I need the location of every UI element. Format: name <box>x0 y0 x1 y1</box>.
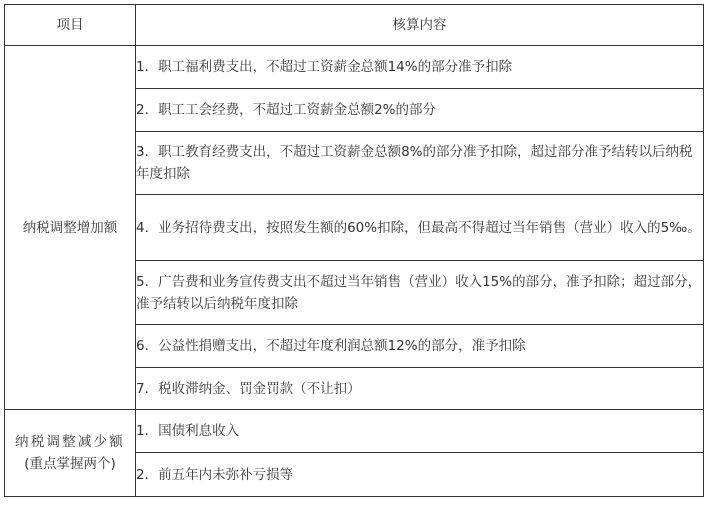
content-cell: 4．业务招待费支出，按照发生额的60%扣除，但最高不得超过当年销售（营业）收入的5‰。 <box>136 195 704 261</box>
content-cell: 7．税收滞纳金、罚金罚款（不让扣） <box>136 368 704 410</box>
header-item: 项目 <box>5 5 136 46</box>
table-row <box>5 46 704 89</box>
content-cell: 5．广告费和业务宣传费支出不超过当年销售（营业）收入15%的部分，准予扣除；超过部分，准予结转以后纳税年度扣除 <box>136 261 704 325</box>
tax-adjustment-table <box>4 4 704 497</box>
content-cell: 2．前五年内未弥补亏损等 <box>136 453 704 497</box>
table-header-row <box>5 5 704 46</box>
group-label-decrease <box>5 410 136 497</box>
group-decrease-note: (重点掌握两个) <box>24 456 116 472</box>
content-cell: 2．职工工会经费，不超过工资薪金总额2%的部分 <box>136 89 704 132</box>
content-cell: 1．国债利息收入 <box>136 410 704 453</box>
group-label-increase <box>5 46 136 410</box>
content-cell: 6．公益性捐赠支出，不超过年度利润总额12%的部分，准予扣除 <box>136 325 704 368</box>
table-row <box>5 410 704 453</box>
content-cell: 1．职工福利费支出，不超过工资薪金总额14%的部分准予扣除 <box>136 46 704 89</box>
group-increase-title: 纳税调整增加额 <box>22 219 118 236</box>
group-decrease-title: 纳税调整减少额 <box>15 434 125 450</box>
header-content: 核算内容 <box>136 5 704 46</box>
content-cell: 3．职工教育经费支出，不超过工资薪金总额8%的部分准予扣除，超过部分准予结转以后纳税年度扣除 <box>136 132 704 195</box>
